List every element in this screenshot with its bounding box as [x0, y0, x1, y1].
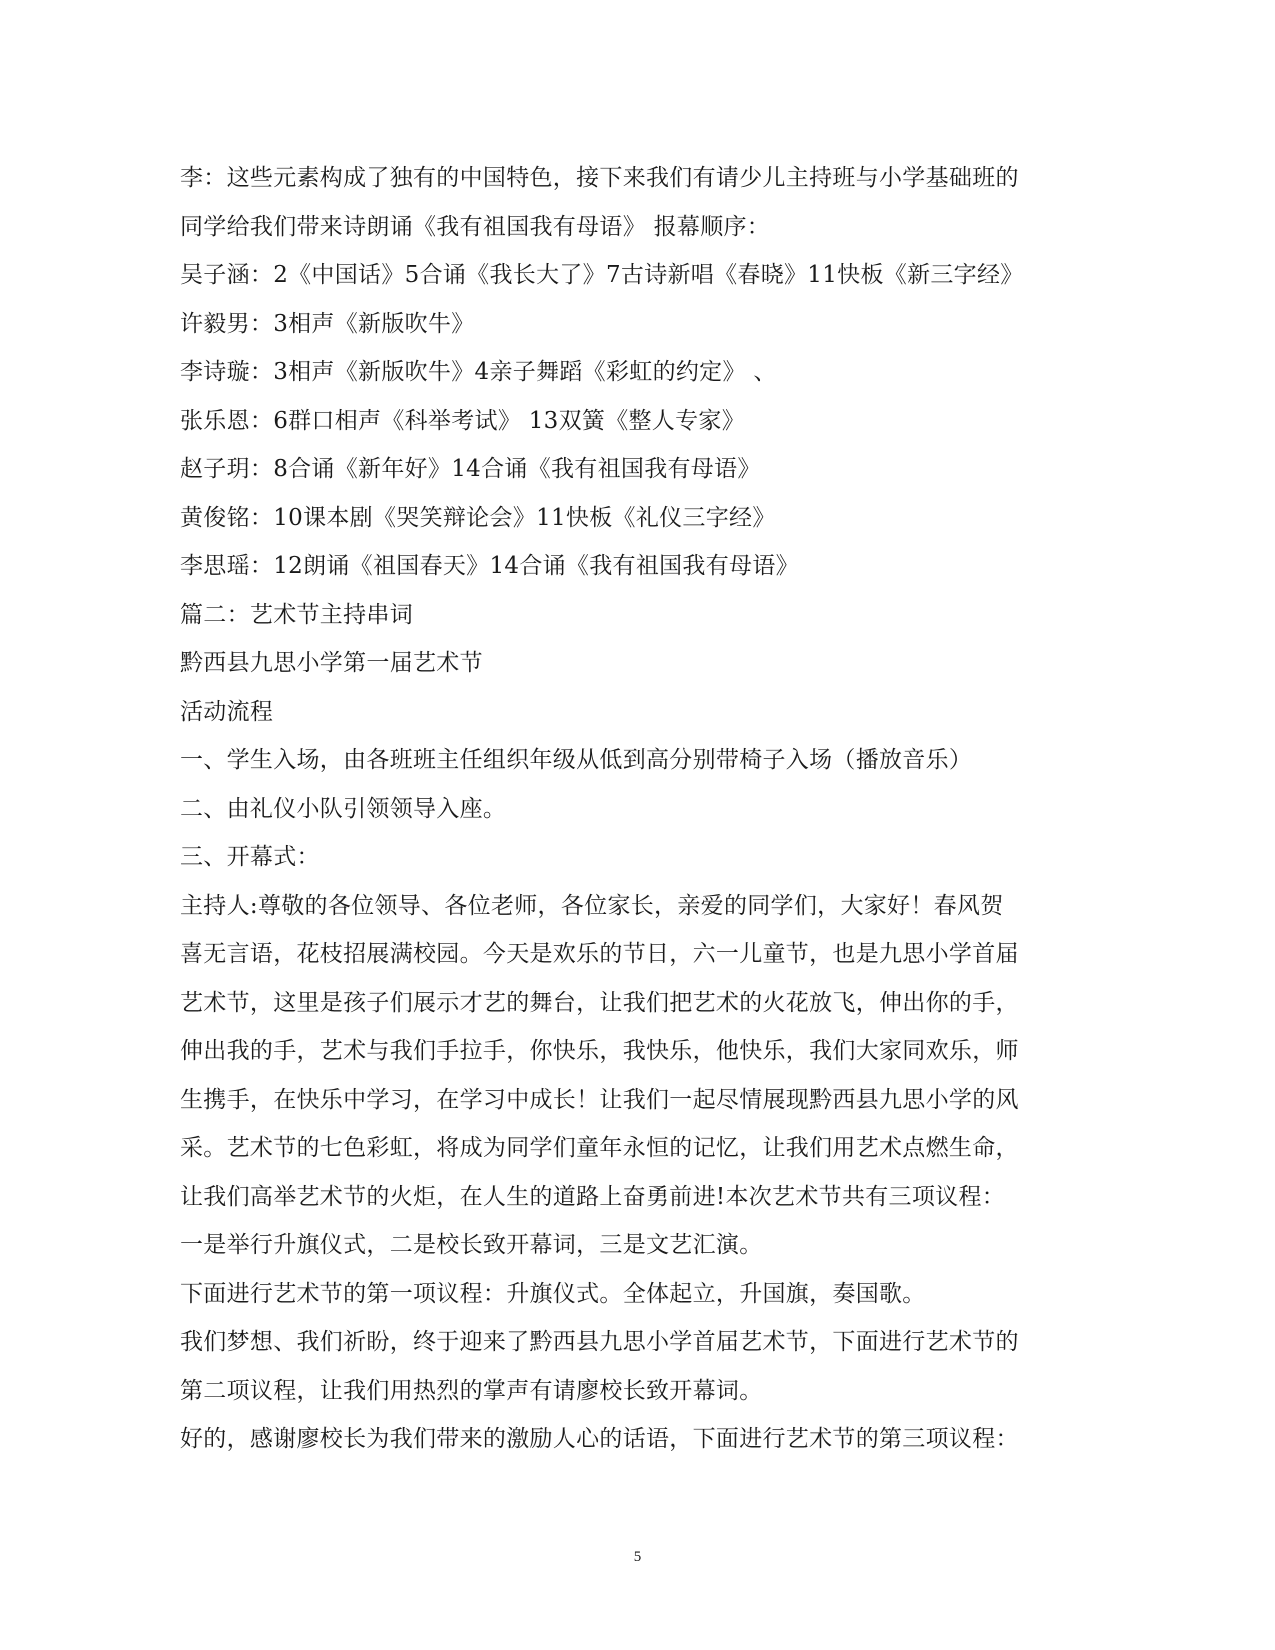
text-line: 伸出我的手，艺术与我们手拉手，你快乐，我快乐，他快乐，我们大家同欢乐，师 — [180, 1038, 1019, 1064]
text-line: 下面进行艺术节的第一项议程：升旗仪式。全体起立，升国旗，奏国歌。 — [180, 1280, 926, 1307]
page-number: 5 — [633, 1549, 642, 1565]
text-line: 主持人:尊敬的各位领导、各位老师，各位家长，亲爱的同学们，大家好！春风贺 — [180, 892, 1004, 919]
text-line: 李：这些元素构成了独有的中国特色，接下来我们有请少儿主持班与小学基础班的 — [180, 165, 1019, 191]
document-body — [180, 154, 1095, 1464]
text-line: 我们梦想、我们祈盼，终于迎来了黔西县九思小学首届艺术节，下面进行艺术节的 — [180, 1329, 1019, 1355]
text-line: 生携手，在快乐中学习，在学习中成长！让我们一起尽情展现黔西县九思小学的风 — [180, 1086, 1019, 1113]
text-line: 李诗璇：3相声《新版吹牛》4亲子舞蹈《彩虹的约定》 、 — [180, 359, 777, 385]
text-line: 一、学生入场，由各班班主任组织年级从低到高分别带椅子入场（播放音乐） — [180, 747, 973, 773]
text-line: 许毅男：3相声《新版吹牛》 — [180, 310, 475, 337]
text-line: 吴子涵：2《中国话》5合诵《我长大了》7古诗新唱《春晓》11快板《新三字经》 — [180, 262, 1024, 288]
text-line: 艺术节，这里是孩子们展示才艺的舞台，让我们把艺术的火花放飞，伸出你的手， — [180, 989, 1019, 1016]
text-line: 张乐恩：6群口相声《科举考试》 13双簧《整人专家》 — [180, 407, 746, 434]
text-line: 第二项议程，让我们用热烈的掌声有请廖校长致开幕词。 — [180, 1377, 763, 1404]
text-line: 喜无言语，花枝招展满校园。今天是欢乐的节日，六一儿童节，也是九思小学首届 — [180, 941, 1019, 967]
text-line: 二、由礼仪小队引领领导入座。 — [180, 795, 507, 822]
text-line: 让我们高举艺术节的火炬，在人生的道路上奋勇前进!本次艺术节共有三项议程： — [180, 1183, 1006, 1210]
text-line: 三、开幕式： — [180, 844, 320, 870]
section-heading: 篇二：艺术节主持串词 — [180, 601, 413, 628]
text-line: 黄俊铭：10课本剧《哭笑辩论会》11快板《礼仪三字经》 — [180, 504, 776, 531]
text-line: 采。艺术节的七色彩虹，将成为同学们童年永恒的记忆，让我们用艺术点燃生命， — [180, 1135, 1019, 1161]
text-line: 一是举行升旗仪式，二是校长致开幕词，三是文艺汇演。 — [180, 1232, 763, 1258]
text-line: 赵子玥：8合诵《新年好》14合诵《我有祖国我有母语》 — [180, 456, 761, 482]
text-line: 同学给我们带来诗朗诵《我有祖国我有母语》 报幕顺序： — [180, 213, 771, 240]
subheading: 活动流程 — [180, 698, 274, 725]
text-line: 李思瑶：12朗诵《祖国春天》14合诵《我有祖国我有母语》 — [180, 553, 799, 579]
event-title: 黔西县九思小学第一届艺术节 — [180, 650, 483, 676]
text-line: 好的，感谢廖校长为我们带来的激励人心的话语，下面进行艺术节的第三项议程： — [180, 1426, 1019, 1452]
